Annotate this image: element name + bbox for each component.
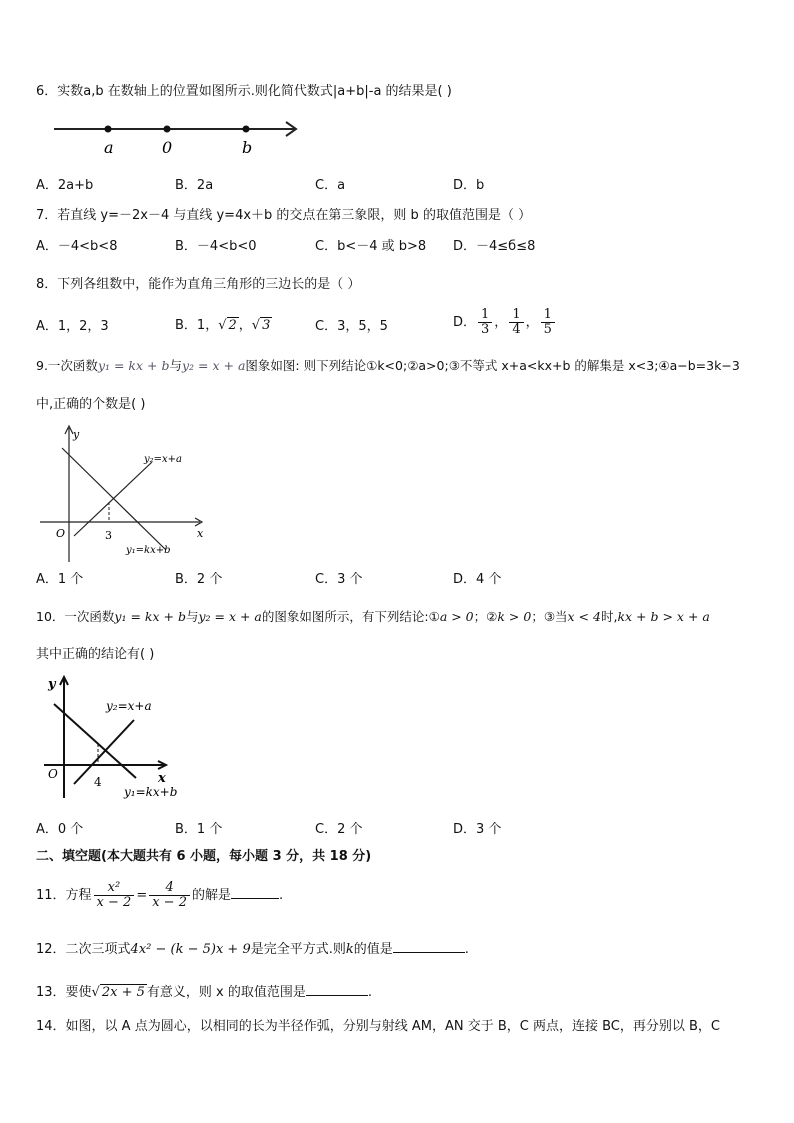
fraction-numerator: 1 bbox=[481, 307, 490, 322]
q10-condition-2: k > 0 bbox=[497, 609, 532, 624]
sqrt-two-radicand: 2 bbox=[228, 318, 237, 333]
q13-end: . bbox=[367, 985, 372, 1000]
q9-line2-label: y₂=x+a bbox=[144, 454, 183, 465]
q8-option-a[interactable]: A．1，2，3 bbox=[36, 319, 109, 334]
q10-condition-1: a > 0 bbox=[439, 609, 474, 624]
q9-graph-figure bbox=[40, 424, 210, 564]
q13-prefix: 13．要使 bbox=[36, 985, 92, 1000]
q10-option-d[interactable]: D．3 个 bbox=[453, 822, 502, 837]
fraction-separator: ， bbox=[525, 315, 539, 330]
q10-y-label: y bbox=[48, 677, 56, 692]
q13-suffix: 有意义，则 x 的取值范围是 bbox=[146, 985, 306, 1000]
q10-x-label: x bbox=[158, 771, 166, 786]
question-8-stem: 8．下列各组数中，能作为直角三角形的三边长的是（ ） bbox=[36, 277, 361, 292]
q10-stem-mid: 与 bbox=[185, 609, 199, 624]
q11-lhs-fraction bbox=[94, 881, 135, 910]
q9-stem-end: 图象如图: 则下列结论①k<0;②a>0;③不等式 x+a<kx+b 的解集是 x<3;④a−b=3k−3 bbox=[245, 358, 740, 373]
sqrt-three: √ 3 bbox=[251, 318, 271, 333]
q6-option-d[interactable]: D．b bbox=[453, 178, 485, 193]
label-b: b bbox=[242, 138, 253, 157]
sqrt-three-radicand: 3 bbox=[262, 318, 271, 333]
q9-option-d[interactable]: D．4 个 bbox=[453, 572, 502, 587]
q12-answer-blank[interactable] bbox=[393, 940, 465, 953]
q13-answer-blank[interactable] bbox=[306, 983, 368, 996]
q7-option-c[interactable]: C．b<－4 或 b>8 bbox=[315, 239, 427, 254]
label-a: a bbox=[104, 138, 114, 157]
question-13 bbox=[36, 983, 372, 1002]
fraction-numerator: 1 bbox=[512, 307, 521, 322]
q6-option-b[interactable]: B．2a bbox=[175, 178, 214, 193]
q10-option-c[interactable]: C．2 个 bbox=[315, 822, 363, 837]
q10-graph-figure bbox=[40, 674, 200, 804]
q10-formula-y1: y₁ = kx + b bbox=[114, 609, 186, 624]
q9-option-b[interactable]: B．2 个 bbox=[175, 572, 223, 587]
label-zero: 0 bbox=[162, 138, 173, 157]
q8-option-b-sep: ， bbox=[238, 318, 252, 333]
q10-formula-y2: y₂ = x + a bbox=[198, 609, 262, 624]
fraction-numerator: x² bbox=[107, 880, 121, 895]
q10-condition-3: x < 4 bbox=[567, 609, 601, 624]
question-12 bbox=[36, 940, 469, 959]
q11-suffix: 的解是 bbox=[191, 888, 231, 903]
question-10-stem bbox=[36, 608, 710, 626]
q9-stem-mid: 与 bbox=[169, 358, 182, 373]
fraction-denominator: x − 2 bbox=[94, 895, 135, 910]
q9-tick-label: 3 bbox=[105, 529, 112, 542]
q12-mid: 是完全平方式.则 bbox=[250, 942, 346, 957]
q10-condition-3-mid: 时, bbox=[600, 609, 618, 624]
q9-option-c[interactable]: C．3 个 bbox=[315, 572, 363, 587]
q11-answer-blank[interactable] bbox=[231, 886, 279, 899]
q10-option-b[interactable]: B．1 个 bbox=[175, 822, 223, 837]
fraction-one-fifth bbox=[541, 308, 555, 337]
q9-x-label: x bbox=[197, 527, 204, 540]
q8-option-c[interactable]: C．3，5，5 bbox=[315, 319, 388, 334]
question-11 bbox=[36, 876, 283, 916]
q11-rhs-fraction bbox=[149, 881, 190, 910]
question-10-stem-line2: 其中正确的结论有( ) bbox=[36, 647, 155, 662]
question-14-stem: 14．如图，以 A 点为圆心，以相同的长为半径作弧，分别与射线 AM，AN 交于 B，C 两点，连接 BC，再分别以 B，C bbox=[36, 1019, 720, 1034]
question-9-stem bbox=[36, 357, 740, 375]
q11-prefix: 11．方程 bbox=[36, 888, 92, 903]
number-line-figure bbox=[52, 118, 304, 160]
q8-option-b-prefix: B．1， bbox=[175, 318, 219, 333]
q10-stem-start: 10．一次函数 bbox=[36, 609, 115, 624]
fraction-one-third bbox=[478, 308, 492, 337]
sqrt-two: √ 2 bbox=[218, 318, 237, 333]
q9-line1-label: y₁=kx+b bbox=[126, 545, 171, 556]
q7-option-b[interactable]: B．－4<b<0 bbox=[175, 239, 257, 254]
q9-origin-label: O bbox=[56, 527, 66, 540]
q9-stem-start: 9.一次函数 bbox=[36, 358, 98, 373]
fraction-denominator: 4 bbox=[509, 322, 523, 337]
q12-end: . bbox=[464, 942, 469, 957]
q10-line-y1 bbox=[54, 704, 136, 778]
fraction-separator: ， bbox=[494, 315, 508, 330]
point-a bbox=[105, 126, 112, 133]
q9-formula-y1: y₁ = kx + b bbox=[97, 358, 170, 373]
q8-option-d-prefix: D． bbox=[453, 315, 477, 330]
q12-prefix: 12．二次三项式 bbox=[36, 942, 131, 957]
q10-line1-label: y₁=kx+b bbox=[124, 785, 178, 799]
q9-formula-y2: y₂ = x + a bbox=[182, 358, 246, 373]
fraction-denominator: 3 bbox=[478, 322, 492, 337]
q9-y-label: y bbox=[73, 428, 80, 441]
question-6-stem: 6．实数a,b 在数轴上的位置如图所示.则化简代数式|a+b|-a 的结果是( ) bbox=[36, 84, 452, 99]
question-9-stem-line2: 中,正确的个数是( ) bbox=[36, 397, 146, 412]
q11-equals: = bbox=[136, 888, 148, 903]
q10-origin-label: O bbox=[48, 767, 58, 781]
q8-option-d[interactable] bbox=[453, 308, 557, 338]
q11-end: . bbox=[279, 888, 284, 903]
q10-stem-middle: 的图象如图所示，有下列结论:① bbox=[261, 609, 440, 624]
question-7-stem: 7．若直线 y=－2x－4 与直线 y=4x＋b 的交点在第三象限，则 b 的取值范围是（ ） bbox=[36, 208, 532, 223]
q10-line2-label: y₂=x+a bbox=[106, 699, 152, 713]
q13-radicand: 2x + 5 bbox=[101, 985, 145, 1000]
fraction-numerator: 1 bbox=[543, 307, 552, 322]
q10-option-a[interactable]: A．0 个 bbox=[36, 822, 84, 837]
q12-variable: k bbox=[345, 942, 354, 957]
fraction-one-fourth bbox=[509, 308, 523, 337]
q6-option-a[interactable]: A．2a+b bbox=[36, 178, 94, 193]
point-b bbox=[243, 126, 250, 133]
fraction-denominator: x − 2 bbox=[149, 895, 190, 910]
point-zero bbox=[164, 126, 171, 133]
fraction-denominator: 5 bbox=[541, 322, 555, 337]
q10-tick-label: 4 bbox=[94, 775, 102, 789]
q12-suffix: 的值是 bbox=[353, 942, 393, 957]
q6-option-c[interactable]: C．a bbox=[315, 178, 346, 193]
q8-option-b[interactable] bbox=[175, 317, 272, 335]
q7-option-a[interactable]: A．－4<b<8 bbox=[36, 239, 118, 254]
q13-sqrt: √ 2x + 5 bbox=[91, 985, 145, 1000]
q12-expression: 4x² − (k − 5)x + 9 bbox=[130, 942, 251, 957]
section-2-heading: 二、填空题(本大题共有 6 小题，每小题 3 分，共 18 分) bbox=[36, 849, 372, 864]
q10-sep-2: ；③当 bbox=[531, 609, 568, 624]
q10-condition-3-inequality: kx + b > x + a bbox=[617, 609, 710, 624]
q9-option-a[interactable]: A．1 个 bbox=[36, 572, 84, 587]
q7-option-d[interactable]: D．－4≤б≤8 bbox=[453, 239, 536, 254]
q10-sep-1: ；② bbox=[473, 609, 498, 624]
fraction-numerator: 4 bbox=[165, 880, 174, 895]
